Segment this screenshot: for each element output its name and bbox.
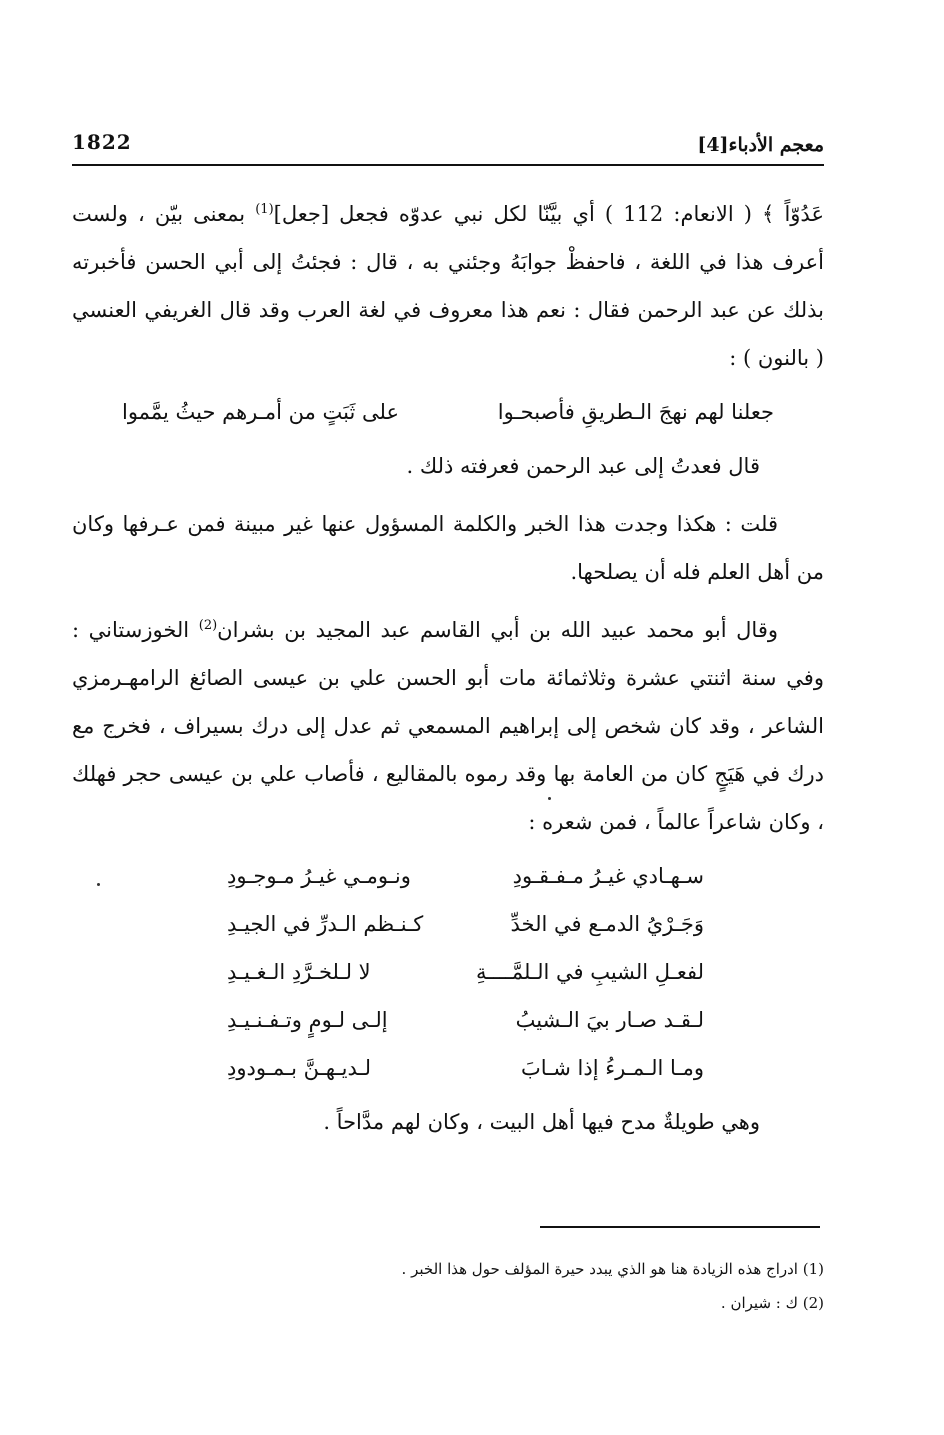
verse-second-hemistich: على ثَبَتٍ من أمـرهم حيثُ يمَّموا [122,400,400,424]
paragraph-4-rest: الخوزستاني : وفي سنة اثنتي عشرة وثلاثمائة مات أبو الحسن علي بن عيسى الصائغ الرامهـرمزي الشاعر ، وقد كان شخص إلى إبراهيم المسمعي ثم عدل إلى درك بسيراف ، فخرج مع درك في هَيَجٍ كان من العامة بها وقد رموه بالمقاليع ، فأصاب علي بن عيسى حجر فهلك ، وكان شاعراً عالماً ، فمن شعره : [72,618,824,834]
poem-second-hemistich: كـنـظم الـدرِّ في الجيـدِ [227,912,424,936]
footnote-ref-1: (1) [255,202,274,217]
footnote-ref-2: (2) [198,618,218,633]
paragraph-3: قلت : هكذا وجدت هذا الخبر والكلمة المسؤول عنها غير مبينة فمن عـرفها وكان من أهل العلم فله أن يصلحها. [72,512,824,584]
paragraph-1 [72,190,824,382]
paragraph-4-text: وقال أبو محمد عبيد الله بن أبي القاسم عبد المجيد بن بشران [217,618,779,642]
paragraph-1-rest: بمعنى بيّن ، ولست أعرف هذا في اللغة ، فاحفظْ جوابَهُ وجئني به ، قال : فجئتُ إلى أبي الحسن فأخبرته بذلك عن عبد الرحمن فقال : نعم هذا معروف في لغة العرب وقد قال الغريفي العنسي ( بالنون ) : [72,202,824,370]
poem-first-hemistich: سـهـادي غيـرُ مـفـقـودِ [512,864,704,888]
page-number: 1822 [72,130,132,154]
scan-speck [97,883,100,886]
poem-first-hemistich: ومـا الـمـرءُ إذا شـابَ [520,1056,704,1080]
paragraph-5: وهي طويلةٌ مدح فيها أهل البيت ، وكان لهم مدَّاحاً . [323,1110,760,1134]
poem-first-hemistich: لفعـلِ الشيبِ في الـلمَّــــةِ [475,960,704,984]
verse-line [72,382,824,442]
paragraph-1-text: عَدُوّاً ﴾ ( الانعام: 112 ) أي بيَّنّا لكل نبي عدوّه فجعل [جعل] [273,202,824,226]
header-rule [72,164,824,166]
verse-first-hemistich: جعلنا لهم نهجَ الـطريقِ فأصبحـوا [497,400,774,424]
poem-second-hemistich: ونـومـي غيـرُ مـوجـودِ [227,864,411,888]
paragraph-2: قال فعدتُ إلى عبد الرحمن فعرفته ذلك . [406,454,760,478]
footnote-2: (2) ك : شيران . [720,1294,824,1312]
paragraph-4 [72,606,824,846]
poem-verse [227,996,704,1044]
footnote-rule [540,1226,820,1228]
running-title: معجم الأدباء[4] [697,134,824,156]
poem-verse [227,900,704,948]
scan-speck [548,797,551,800]
footnotes [72,1252,824,1320]
footnote-1: (1) ادراج هذه الزيادة هنا هو الذي يبدد حيرة المؤلف حول هذا الخبر . [401,1260,824,1278]
page-header [72,128,824,162]
poem-second-hemistich: لا لـلخـرَّدِ الـغـيـدِ [227,960,371,984]
poem-second-hemistich: لـديـهـنَّ بـمـودودِ [227,1056,372,1080]
poem-first-hemistich: لـقـد صـار بيَ الـشيبُ [515,1008,704,1032]
poem [72,846,824,1098]
poem-second-hemistich: إلـى لـومٍ وتـفـنـيـدِ [227,1008,388,1032]
poem-verse [227,1044,704,1092]
main-text [72,190,824,1146]
poem-verse [227,948,704,996]
poem-verse [227,852,704,900]
poem-first-hemistich: وَجَـرْيُ الدمـع في الخدِّ [510,912,704,936]
